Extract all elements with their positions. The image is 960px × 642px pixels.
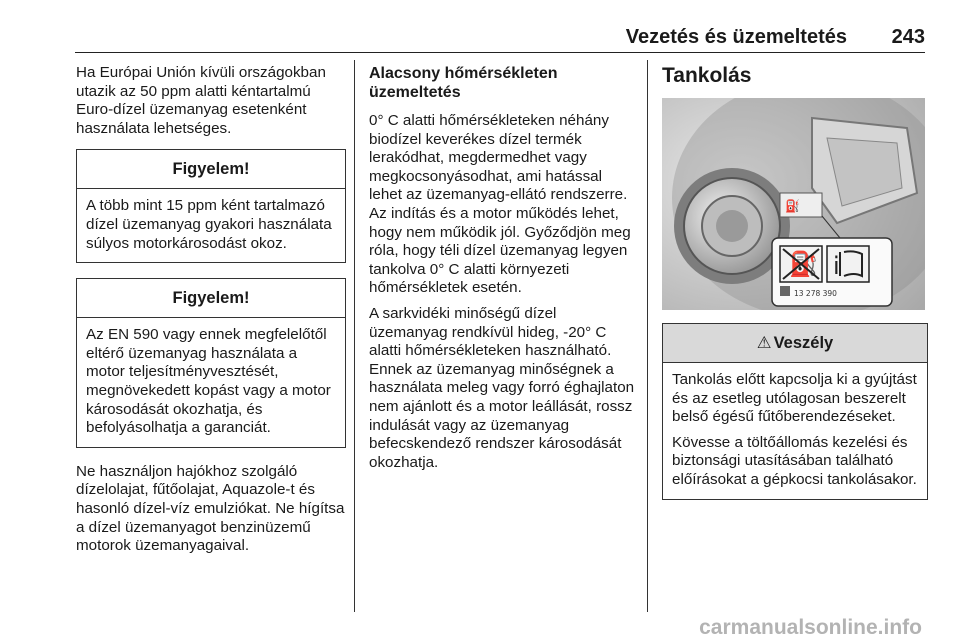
section-title: Vezetés és üzemeltetés: [625, 26, 847, 48]
page-header: [75, 26, 925, 53]
section-heading: Alacsony hőmérsékleten üzemeltetés: [369, 65, 558, 101]
figure-code: 13 278 390: [794, 289, 837, 298]
danger-box: [662, 323, 928, 500]
notice-text: Az EN 590 vagy ennek megfelelőtől eltérő üzemanyag használata a motor teljesítményvesztését, megnövekedett kopást vagy a motor károsodását okozhatja, és befolyásolhatja a garanciát.: [86, 326, 331, 437]
fuel-filler-illustration: [662, 98, 925, 310]
column-left: [76, 64, 346, 556]
notice-box: [76, 278, 346, 448]
warning-triangle-icon: ⚠: [756, 333, 772, 352]
column-divider: [647, 60, 648, 612]
notice-title: Figyelem!: [77, 150, 345, 189]
notice-text: A több mint 15 ppm ként tartalmazó dízel üzemanyag gyakori használata súlyos motorkárosodást okoz.: [86, 197, 332, 252]
page-number: 243: [891, 26, 925, 48]
svg-text:⛽: ⛽: [785, 199, 800, 213]
intro-paragraph: Ha Európai Unión kívüli országokban utazik az 50 ppm alatti kéntartalmú Euro-dízel üzemanyag esetenként használata lehetséges.: [76, 64, 326, 137]
paragraph: A sarkvidéki minőségű dízel üzemanyag rendkívül hideg, -20° C alatti hőmérsékleteken használható. Ennek az üzemanyag minőségnek a használata meleg vagy forró éghajlaton nem ajánlott és a motor leállását, rossz indulását vagy az üzemanyag befecskendező rendszer károsodását okozhatja.: [369, 304, 635, 471]
watermark: carmanualsonline.info: [699, 616, 922, 639]
fuel-filler-photo: [662, 98, 925, 310]
danger-title: Veszély: [773, 333, 834, 352]
danger-text: Kövesse a töltőállomás kezelési és biztonsági utasításában található előírásokat a gépkocsi tankolásakor.: [672, 433, 917, 488]
section-heading: Tankolás: [662, 64, 752, 87]
outro-paragraph: Ne használjon hajókhoz szolgáló dízelolajat, fűtőolajat, Aquazole-t és hasonló dízel-víz emulziókat. Ne hígítsa a dízel üzemanyagot benzinüzemű motorok üzemanyagaival.: [76, 462, 345, 555]
column-middle: [369, 64, 637, 472]
column-right: [662, 64, 928, 500]
svg-text:⛽: ⛽: [789, 250, 819, 278]
notice-box: [76, 149, 346, 263]
danger-header: [663, 324, 927, 363]
paragraph: 0° C alatti hőmérsékleteken néhány biodízel keverékes dízel termék lerakódhat, megdermedhet vagy megkocsonyásodhat, ami hatással lehet az üzemanyag-ellátó rendszerre. Az indítás és a motor működés lehet, hogy nem működik jól. Győződjön meg róla, hogy téli dízel üzemanyag legyen tankolva 0° C alatti környezeti hőmérsékletek esetén.: [369, 112, 631, 297]
svg-text:i: i: [833, 252, 840, 280]
notice-title: Figyelem!: [77, 279, 345, 318]
column-divider: [354, 60, 355, 612]
danger-text: Tankolás előtt kapcsolja ki a gyújtást és az esetleg utólagosan beszerelt belső égésű fűtőberendezéseket.: [672, 371, 917, 426]
